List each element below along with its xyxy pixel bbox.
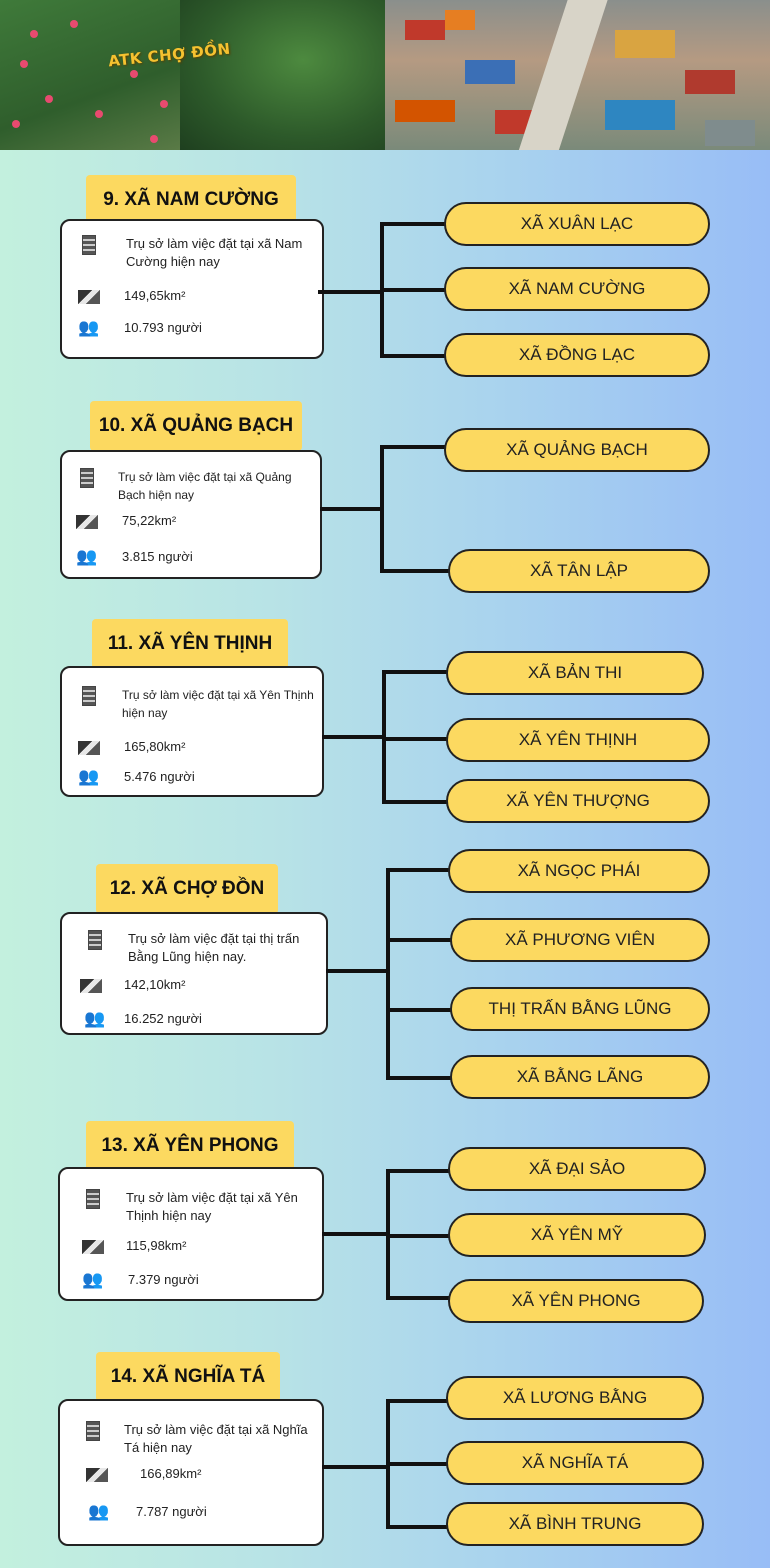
office-text: Trụ sở làm việc đặt tại thị trấn Bằng Lũng hiện nay. xyxy=(128,931,300,964)
merged-unit: XÃ BẰNG LÃNG xyxy=(450,1055,710,1099)
building-icon xyxy=(78,686,100,706)
area-row xyxy=(76,512,176,532)
office-row xyxy=(84,930,324,966)
area-row xyxy=(86,1465,201,1485)
section-title: 13. XÃ YÊN PHONG xyxy=(86,1121,294,1171)
land-icon xyxy=(78,738,100,758)
banner-text: ATK CHỢ ĐỒN xyxy=(107,39,232,71)
land-icon xyxy=(78,287,100,307)
population-text: 7.379 người xyxy=(128,1272,199,1287)
population-row xyxy=(88,1503,207,1523)
connector-line xyxy=(386,1008,452,1012)
building-icon xyxy=(82,1189,104,1209)
info-box xyxy=(60,912,328,1035)
building-icon xyxy=(84,930,106,950)
connector-line xyxy=(386,1234,450,1238)
merged-unit: XÃ PHƯƠNG VIÊN xyxy=(450,918,710,962)
area-row xyxy=(80,976,185,996)
connector-line xyxy=(386,1169,450,1173)
merged-unit: XÃ YÊN THƯỢNG xyxy=(446,779,710,823)
area-text: 115,98km² xyxy=(126,1238,187,1253)
people-icon: 👥 xyxy=(76,547,98,566)
population-text: 7.787 người xyxy=(136,1504,207,1519)
section-title: 9. XÃ NAM CƯỜNG xyxy=(86,175,296,225)
area-text: 165,80km² xyxy=(124,739,186,754)
merged-unit: XÃ ĐỒNG LẠC xyxy=(444,333,710,377)
connector-line xyxy=(380,222,446,226)
merged-unit: XÃ LƯƠNG BẰNG xyxy=(446,1376,704,1420)
population-row xyxy=(78,319,202,339)
building-icon xyxy=(82,1421,104,1441)
connector-line xyxy=(386,1525,448,1529)
section-title: 10. XÃ QUẢNG BẠCH xyxy=(90,401,302,451)
section-title: 12. XÃ CHỢ ĐỒN xyxy=(96,864,278,914)
merged-unit: XÃ NAM CƯỜNG xyxy=(444,267,710,311)
area-text: 142,10km² xyxy=(124,977,186,992)
population-text: 16.252 người xyxy=(124,1011,202,1026)
merged-unit: THỊ TRẤN BẰNG LŨNG xyxy=(450,987,710,1031)
building-icon xyxy=(76,468,98,488)
connector-line xyxy=(380,445,446,449)
office-row xyxy=(82,1189,322,1225)
office-text: Trụ sở làm việc đặt tại xã Yên Thịnh hiện nay xyxy=(126,1190,298,1223)
people-icon: 👥 xyxy=(88,1502,110,1521)
merged-unit: XÃ YÊN PHONG xyxy=(448,1279,704,1323)
office-row xyxy=(78,235,318,271)
connector-line xyxy=(380,445,384,573)
people-icon: 👥 xyxy=(84,1009,106,1028)
population-text: 10.793 người xyxy=(124,320,202,335)
area-text: 166,89km² xyxy=(140,1466,202,1481)
population-text: 5.476 người xyxy=(124,769,195,784)
population-text: 3.815 người xyxy=(122,549,193,564)
area-row xyxy=(78,738,185,758)
connector-line xyxy=(386,868,390,1080)
connector-line xyxy=(326,969,388,973)
connector-line xyxy=(380,569,450,573)
land-icon xyxy=(86,1465,108,1485)
connector-line xyxy=(380,288,446,292)
mountain-photo xyxy=(0,0,385,150)
land-icon xyxy=(80,976,102,996)
info-box xyxy=(60,450,322,579)
area-text: 75,22km² xyxy=(122,513,177,528)
connector-line xyxy=(382,800,448,804)
info-box xyxy=(58,1399,324,1546)
merged-unit: XÃ YÊN MỸ xyxy=(448,1213,706,1257)
people-icon: 👥 xyxy=(78,767,100,786)
merged-unit: XÃ BẢN THI xyxy=(446,651,704,695)
connector-line xyxy=(318,290,384,294)
merged-unit: XÃ YÊN THỊNH xyxy=(446,718,710,762)
connector-line xyxy=(386,1296,450,1300)
merged-unit: XÃ ĐẠI SẢO xyxy=(448,1147,706,1191)
area-row xyxy=(78,287,185,307)
office-text: Trụ sở làm việc đặt tại xã Yên Thịnh hiện nay xyxy=(122,688,314,720)
population-row xyxy=(76,548,193,568)
office-row xyxy=(76,468,316,504)
info-box xyxy=(60,219,324,359)
merged-unit: XÃ BÌNH TRUNG xyxy=(446,1502,704,1546)
population-row xyxy=(78,768,195,788)
area-row xyxy=(82,1237,186,1257)
connector-line xyxy=(322,1465,388,1469)
area-text: 149,65km² xyxy=(124,288,186,303)
header-photo-banner xyxy=(0,0,770,150)
connector-line xyxy=(382,737,448,741)
info-box xyxy=(60,666,324,797)
merged-unit: XÃ NGHĨA TÁ xyxy=(446,1441,704,1485)
section-title: 14. XÃ NGHĨA TÁ xyxy=(96,1352,280,1402)
land-icon xyxy=(82,1237,104,1257)
merged-unit: XÃ QUẢNG BẠCH xyxy=(444,428,710,472)
people-icon: 👥 xyxy=(82,1270,104,1289)
office-text: Trụ sở làm việc đặt tại xã Quảng Bạch hiện nay xyxy=(118,470,292,502)
connector-line xyxy=(386,1399,448,1403)
merged-unit: XÃ NGỌC PHÁI xyxy=(448,849,710,893)
connector-line xyxy=(386,1076,452,1080)
connector-line xyxy=(320,507,384,511)
people-icon: 👥 xyxy=(78,318,100,337)
info-box xyxy=(58,1167,324,1301)
connector-line xyxy=(386,868,452,872)
land-icon xyxy=(76,512,98,532)
office-text: Trụ sở làm việc đặt tại xã Nam Cường hiện nay xyxy=(126,236,303,269)
connector-line xyxy=(386,1462,448,1466)
population-row xyxy=(82,1271,199,1291)
connector-line xyxy=(322,735,384,739)
merged-unit: XÃ XUÂN LẠC xyxy=(444,202,710,246)
merged-unit: XÃ TÂN LẬP xyxy=(448,549,710,593)
connector-line xyxy=(322,1232,388,1236)
connector-line xyxy=(380,354,446,358)
office-text: Trụ sở làm việc đặt tại xã Nghĩa Tá hiện nay xyxy=(124,1422,308,1455)
office-row xyxy=(82,1421,322,1457)
section-title: 11. XÃ YÊN THỊNH xyxy=(92,619,288,669)
office-row xyxy=(78,686,318,722)
population-row xyxy=(84,1010,202,1030)
connector-line xyxy=(382,670,448,674)
building-icon xyxy=(78,235,100,255)
connector-line xyxy=(386,938,452,942)
